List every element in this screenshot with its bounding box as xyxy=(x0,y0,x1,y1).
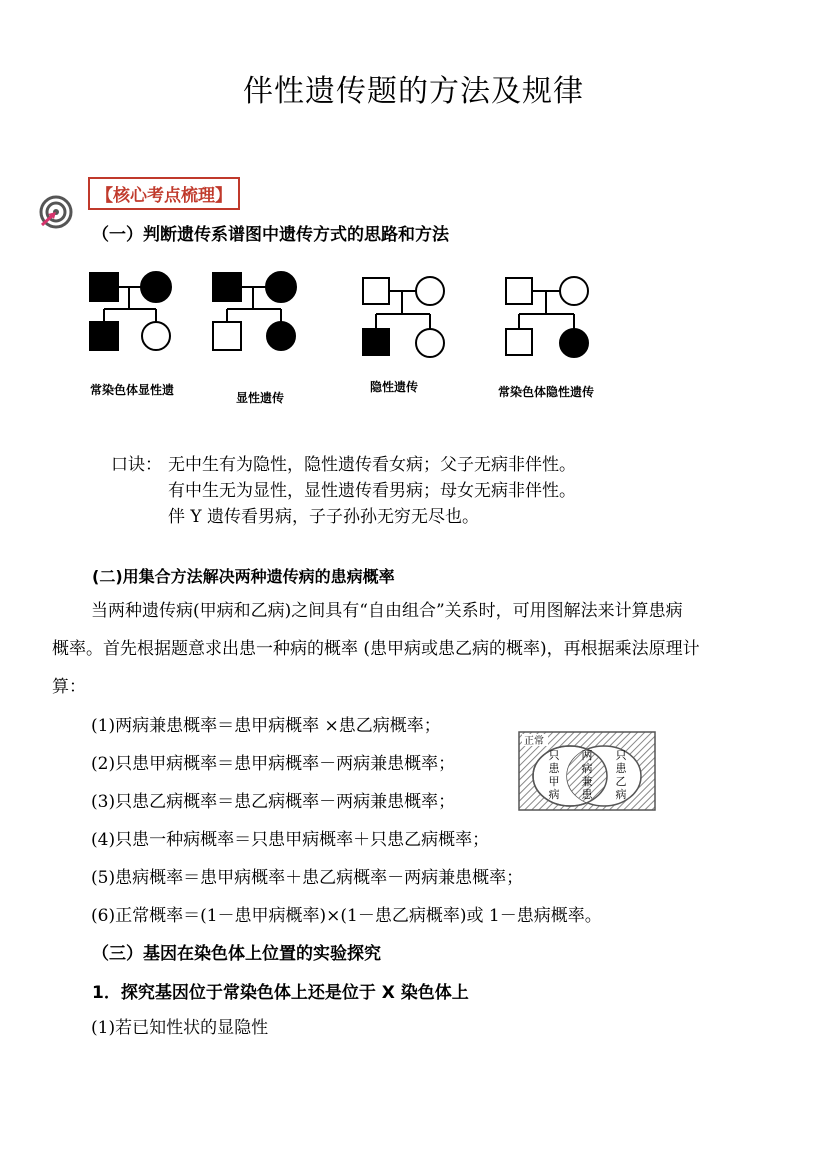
part1-heading: （一）判断遗传系谱图中遗传方式的思路和方法 xyxy=(92,225,449,245)
target-icon xyxy=(38,194,74,230)
formula-2: (2)只患甲病概率＝患甲病概率－两病兼患概率； xyxy=(91,754,456,774)
part3-sub1: 1．探究基因位于常染色体上还是位于 X 染色体上 xyxy=(92,983,469,1003)
venn-right-label: 只患乙病 xyxy=(615,749,627,801)
venn-left-label: 只患甲病 xyxy=(548,749,560,801)
venn-outer-label: 正常 xyxy=(524,736,544,747)
pedigree-label-4: 常染色体隐性遗传 xyxy=(498,385,595,399)
mnemonic-prefix: 口诀： xyxy=(111,455,162,475)
part3-sub1-1: (1)若已知性状的显隐性 xyxy=(91,1018,269,1038)
venn-diagram xyxy=(518,731,656,811)
pedigree-4 xyxy=(506,277,588,357)
pedigree-1 xyxy=(90,272,171,350)
formula-5: (5)患病概率＝患甲病概率＋患乙病概率－两病兼患概率； xyxy=(91,868,524,888)
part2-heading: (二)用集合方法解决两种遗传病的患病概率 xyxy=(92,567,395,586)
formula-6: (6)正常概率＝(1－患甲病概率)×(1－患乙病概率)或 1－患病概率。 xyxy=(91,906,602,926)
pedigree-label-1: 常染色体显性遗 xyxy=(90,383,175,397)
part2-intro-line-3: 算： xyxy=(52,677,86,697)
part2-intro-line-1: 当两种遗传病(甲病和乙病)之间具有“自由组合”关系时，可用图解法来计算患病 xyxy=(91,601,683,621)
pedigree-label-2: 显性遗传 xyxy=(236,391,285,405)
section-heading-box: 【核心考点梳理】 xyxy=(88,177,240,210)
pedigree-diagrams xyxy=(80,262,620,362)
pedigree-label-3: 隐性遗传 xyxy=(370,380,419,394)
formula-1: (1)两病兼患概率＝患甲病概率 ×患乙病概率； xyxy=(91,716,441,736)
mnemonic-line-2: 有中生无为显性，显性遗传看男病；母女无病非伴性。 xyxy=(168,481,576,501)
mnemonic-line-1: 无中生有为隐性，隐性遗传看女病；父子无病非伴性。 xyxy=(168,455,576,475)
formula-4: (4)只患一种病概率＝只患甲病概率＋只患乙病概率； xyxy=(91,830,490,850)
part2-intro-line-2: 概率。首先根据题意求出患一种病的概率 (患甲病或患乙病的概率)，再根据乘法原理计 xyxy=(52,639,700,659)
pedigree-2 xyxy=(213,272,296,350)
mnemonic-line-3: 伴 Y 遗传看男病，子子孙孙无穷无尽也。 xyxy=(168,507,480,527)
page-title: 伴性遗传题的方法及规律 xyxy=(243,74,584,109)
venn-middle-label: 两病兼患 xyxy=(581,749,593,801)
pedigree-3 xyxy=(363,277,444,357)
formula-3: (3)只患乙病概率＝患乙病概率－两病兼患概率； xyxy=(91,792,456,812)
part3-heading: （三）基因在染色体上位置的实验探究 xyxy=(92,944,381,964)
